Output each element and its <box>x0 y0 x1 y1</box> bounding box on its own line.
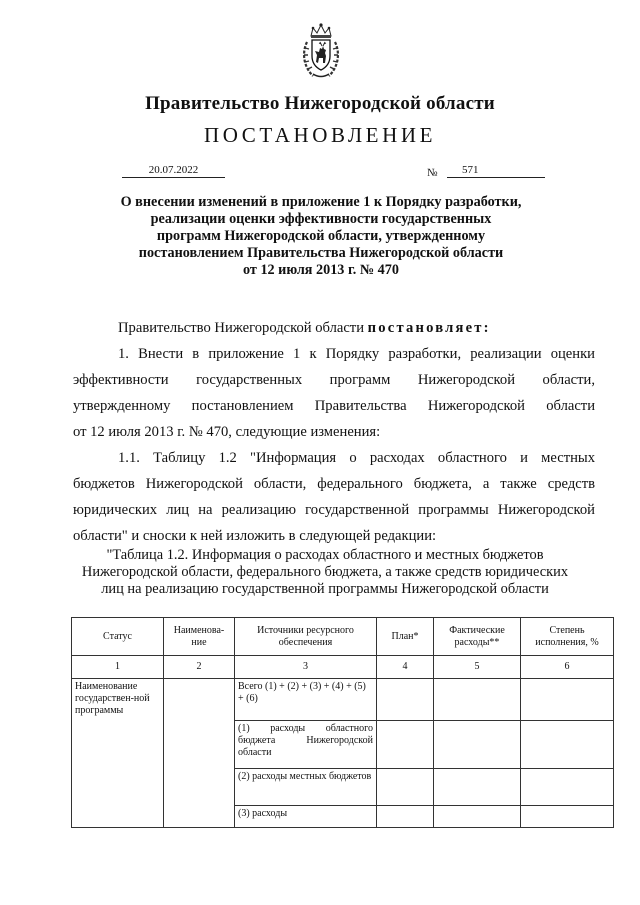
number-cell: 3 <box>235 656 377 679</box>
table-title-line: лиц на реализацию государственной программы Нижегородской области <box>101 581 549 597</box>
source-cell: (1) расходы областного бюджета Нижегородской области <box>235 721 377 769</box>
plan-cell <box>377 679 434 721</box>
paragraph-1-line: 1. Внести в приложение 1 к Порядку разработки, реализации оценки <box>118 346 595 362</box>
actual-cell <box>434 806 521 828</box>
table-title-line: Нижегородской области, федерального бюджета, а также средств юридических <box>81 564 569 580</box>
paragraph-1-line: от 12 июля 2013 г. № 470, следующие изменения: <box>73 424 381 440</box>
header-cell: Статус <box>72 618 164 656</box>
paragraph-2-line: бюджетов Нижегородской области, федерального бюджета, а также средств <box>73 476 595 492</box>
table-title <box>60 547 590 598</box>
document-date: 20.07.2022 <box>122 164 225 178</box>
paragraph-2-line: области" и сноски к ней изложить в следующей редакции: <box>73 528 437 544</box>
document-type: ПОСТАНОВЛЕНИЕ <box>203 123 437 147</box>
table-number-row <box>72 656 614 679</box>
decree-lead <box>73 315 595 341</box>
expenses-table <box>71 617 614 828</box>
header-cell: Наименова-ние <box>164 618 235 656</box>
number-label: № <box>427 167 438 179</box>
heading-line: реализации оценки эффективности государственных <box>150 211 492 227</box>
table-title-line: "Таблица 1.2. Информация о расходах областного и местных бюджетов <box>106 547 544 563</box>
header-cell: Фактические расходы** <box>434 618 521 656</box>
organization-title: Правительство Нижегородской области <box>145 93 495 114</box>
heading-line: О внесении изменений в приложение 1 к Порядку разработки, <box>120 194 522 210</box>
status-cell: Наименование государствен-ной программы <box>72 679 164 828</box>
percent-cell <box>521 769 614 806</box>
decree-word: постановляет: <box>367 320 491 336</box>
source-cell: (2) расходы местных бюджетов <box>235 769 377 806</box>
number-cell: 5 <box>434 656 521 679</box>
percent-cell <box>521 806 614 828</box>
document-heading <box>90 194 552 279</box>
paragraph-1-line: утвержденному постановлением Правительства Нижегородской области <box>73 398 595 414</box>
paragraph-2-line: юридических лиц на реализацию государственной программы Нижегородской <box>73 502 595 518</box>
number-cell: 1 <box>72 656 164 679</box>
percent-cell <box>521 679 614 721</box>
plan-cell <box>377 806 434 828</box>
source-cell: (3) расходы <box>235 806 377 828</box>
header-cell: План* <box>377 618 434 656</box>
percent-cell <box>521 721 614 769</box>
body-text <box>73 315 595 549</box>
paragraph-2-line: 1.1. Таблицу 1.2 "Информация о расходах областного и местных <box>118 450 595 466</box>
paragraph-line <box>73 445 595 471</box>
plan-cell <box>377 769 434 806</box>
actual-cell <box>434 679 521 721</box>
actual-cell <box>434 721 521 769</box>
header-cell: Степень исполнения, % <box>521 618 614 656</box>
header-cell: Источники ресурсного обеспечения <box>235 618 377 656</box>
table-header-row <box>72 618 614 656</box>
heading-line: постановлением Правительства Нижегородской области <box>138 245 504 261</box>
actual-cell <box>434 769 521 806</box>
number-cell: 2 <box>164 656 235 679</box>
heading-line: программ Нижегородской области, утвержденному <box>156 228 486 244</box>
table-row <box>72 679 614 721</box>
number-cell: 6 <box>521 656 614 679</box>
heading-line: от 12 июля 2013 г. № 470 <box>243 262 399 278</box>
name-cell <box>164 679 235 828</box>
document-number-field <box>447 164 545 178</box>
coat-of-arms-icon <box>301 22 341 80</box>
paragraph-1-line: эффективности государственных программ Нижегородской области, <box>73 372 595 388</box>
document-number: 571 <box>462 164 479 176</box>
paragraph-line <box>73 341 595 367</box>
source-cell: Всего (1) + (2) + (3) + (4) + (5) + (6) <box>235 679 377 721</box>
number-cell: 4 <box>377 656 434 679</box>
lead-text: Правительство Нижегородской области <box>118 320 364 336</box>
plan-cell <box>377 721 434 769</box>
